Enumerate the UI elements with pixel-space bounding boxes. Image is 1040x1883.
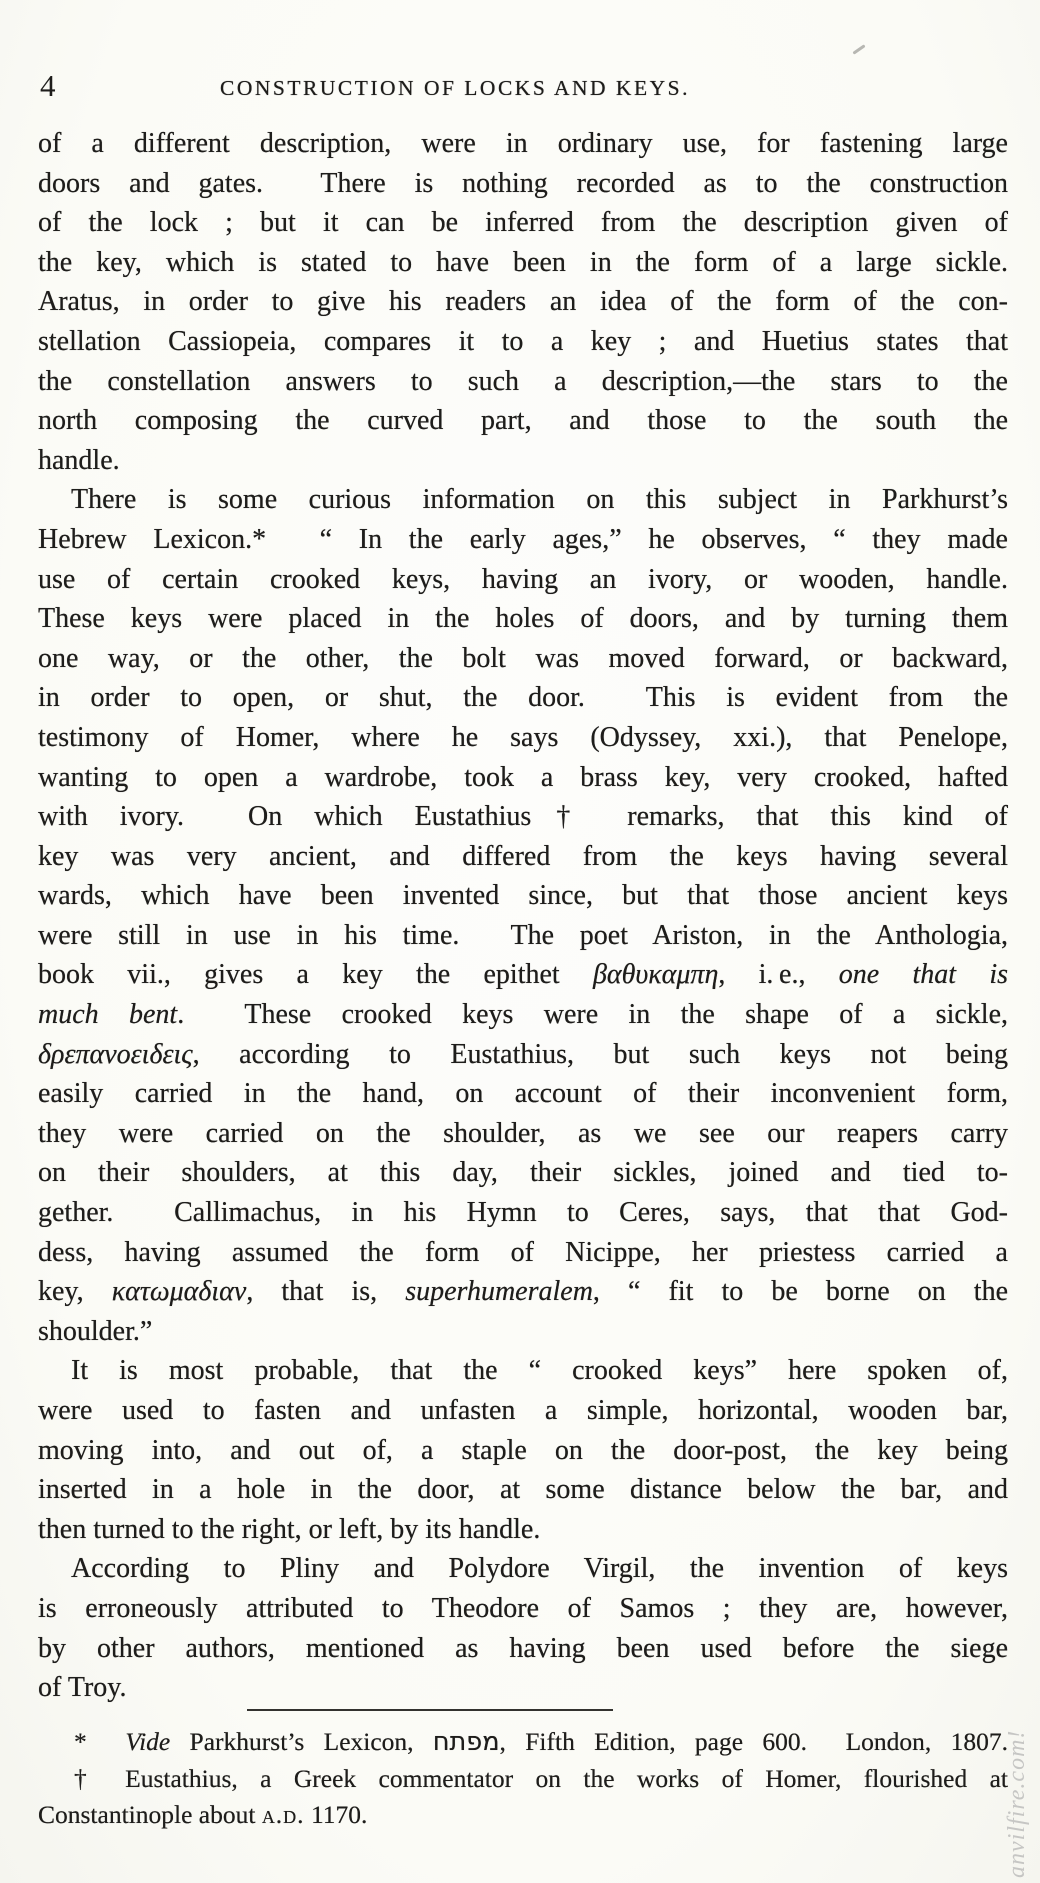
text-line — [38, 362, 1008, 402]
text-run: superhumeralem — [405, 1276, 593, 1308]
text-line — [38, 1470, 1008, 1510]
text-run: a.d. — [261, 1800, 305, 1829]
text-run: δρεπανοειδεις — [38, 1038, 193, 1070]
text-line — [38, 322, 1008, 362]
text-run: gether. Callimachus, in his Hymn to Ceres, says, that that God- — [38, 1197, 1008, 1229]
text-run: Constantinople about — [38, 1800, 262, 1829]
text-line — [38, 1797, 1008, 1834]
footnote-separator — [247, 1709, 613, 1711]
page-number: 4 — [40, 68, 56, 103]
text-run: use of certain crooked keys, having an ivory, or wooden, handle. — [38, 563, 1008, 595]
text-run: were used to fasten and unfasten a simple, horizontal, wooden bar, — [38, 1395, 1008, 1426]
text-run: of Troy. — [38, 1672, 127, 1704]
text-run: then turned to the right, or left, by its handle. — [38, 1513, 541, 1545]
text-run: , i. e., — [718, 959, 839, 991]
body-text — [38, 124, 1008, 1708]
text-line — [38, 1668, 1008, 1708]
text-run: shoulder.” — [38, 1315, 153, 1347]
text-line — [38, 1629, 1008, 1669]
text-run: much bent — [38, 999, 178, 1031]
text-run: stellation Cassiopeia, compares it to a key ; and Huetius states that — [38, 325, 1008, 357]
text-line — [38, 1391, 1008, 1431]
text-line — [38, 1272, 1008, 1312]
text-line — [38, 480, 1008, 520]
text-run: מפתח — [432, 1727, 500, 1757]
text-run: handle. — [38, 444, 120, 476]
text-line — [38, 401, 1008, 441]
text-run: the key, which is stated to have been in the form of a large sickle. — [38, 246, 1008, 278]
text-run: north composing the curved part, and those to the south the — [38, 405, 1008, 437]
text-run: , “ fit to be borne on the — [592, 1276, 1008, 1308]
text-run: dess, having assumed the form of Nicippe, her priestess carried a — [38, 1236, 1008, 1268]
text-line — [38, 243, 1008, 283]
text-run: † Eustathius, a Greek commentator on the works of Homer, flourished at — [74, 1763, 1008, 1793]
footnotes — [38, 1724, 1008, 1834]
text-line — [38, 520, 1008, 560]
text-line — [38, 1431, 1008, 1471]
text-run: These keys were placed in the holes of doors, and by turning them — [38, 603, 1008, 635]
text-line — [38, 1153, 1008, 1193]
text-run: moving into, and out of, a staple on the door-post, the key being — [38, 1434, 1008, 1466]
text-run: , Fifth Edition, page 600. London, 1807. — [499, 1727, 1008, 1756]
text-line — [38, 1074, 1008, 1114]
text-line — [38, 1193, 1008, 1233]
text-line — [38, 797, 1008, 837]
text-run: key was very ancient, and differed from the keys having several — [38, 840, 1008, 872]
text-line — [38, 1233, 1008, 1273]
text-line — [38, 124, 1008, 164]
text-run: Aratus, in order to give his readers an idea of the form of the con- — [38, 286, 1008, 318]
text-run: testimony of Homer, where he says (Odyssey, xxi.), that Penelope, — [38, 721, 1008, 753]
text-line — [38, 876, 1008, 916]
text-run: There is some curious information on this subject in Parkhurst’s — [71, 484, 1008, 516]
text-run: 1170. — [304, 1800, 368, 1829]
text-run: with ivory. On which Eustathius† remarks, that this kind of — [38, 801, 1008, 833]
text-line — [38, 599, 1008, 639]
text-line — [38, 164, 1008, 204]
text-run: of a different description, were in ordinary use, for fastening large — [38, 128, 1008, 159]
text-line — [38, 916, 1008, 956]
text-run: the constellation answers to such a description,—the stars to the — [38, 365, 1008, 397]
text-line — [38, 1114, 1008, 1154]
text-run: wanting to open a wardrobe, took a brass key, very crooked, hafted — [38, 761, 1008, 793]
text-line — [38, 995, 1008, 1035]
text-line — [38, 1724, 1008, 1761]
text-run: one that is — [838, 959, 1009, 991]
text-run: easily carried in the hand, on account of their inconvenient form, — [38, 1078, 1008, 1110]
text-run: , that is, — [246, 1276, 406, 1308]
text-run: , according to Eustathius, but such keys not being — [192, 1038, 1008, 1070]
text-run: It is most probable, that the “ crooked keys” here spoken of, — [71, 1355, 1008, 1387]
text-run: * — [74, 1727, 126, 1756]
text-line — [38, 758, 1008, 798]
text-run: inserted in a hole in the door, at some distance below the bar, and — [38, 1474, 1008, 1506]
text-run: in order to open, or shut, the door. This is evident from the — [38, 682, 1008, 714]
text-run: Parkhurst’s Lexicon, — [170, 1727, 433, 1756]
text-line — [38, 441, 1008, 481]
text-line — [38, 678, 1008, 718]
text-run: book vii., gives a key the epithet — [38, 959, 593, 991]
text-line — [38, 203, 1008, 243]
text-line — [38, 1351, 1008, 1391]
text-run: one way, or the other, the bolt was moved forward, or backward, — [38, 642, 1008, 674]
text-line — [38, 955, 1008, 995]
running-header: CONSTRUCTION OF LOCKS AND KEYS. — [220, 76, 690, 100]
text-run: Vide — [125, 1727, 171, 1756]
watermark: anvilfire.com! — [1004, 1729, 1030, 1878]
text-run: κατωμαδιαν — [111, 1276, 247, 1308]
text-line — [38, 1035, 1008, 1075]
text-run: on their shoulders, at this day, their sickles, joined and tied to- — [38, 1157, 1008, 1189]
text-run: by other authors, mentioned as having been used before the siege — [38, 1632, 1008, 1664]
text-line — [38, 1589, 1008, 1629]
text-run: βαθυκαμπη — [592, 959, 719, 991]
text-run: According to Pliny and Polydore Virgil, the invention of keys — [71, 1553, 1008, 1585]
text-run: Hebrew Lexicon.* “ In the early ages,” he observes, “ they made — [38, 523, 1008, 555]
text-line — [38, 639, 1008, 679]
text-run: is erroneously attributed to Theodore of Samos ; they are, however, — [38, 1592, 1008, 1624]
text-line — [38, 560, 1008, 600]
text-line — [38, 837, 1008, 877]
text-run: . These crooked keys were in the shape of a sickle, — [177, 999, 1008, 1031]
text-run: wards, which have been invented since, but that those ancient keys — [38, 880, 1008, 912]
text-line — [38, 1549, 1008, 1589]
text-line — [38, 282, 1008, 322]
scan-artifact — [852, 44, 865, 54]
text-run: were still in use in his time. The poet Ariston, in the Anthologia, — [38, 919, 1008, 951]
text-line — [38, 1312, 1008, 1352]
text-line — [38, 718, 1008, 758]
text-run: they were carried on the shoulder, as we see our reapers carry — [38, 1117, 1008, 1149]
text-run: key, — [38, 1276, 112, 1308]
text-run: doors and gates. There is nothing recorded as to the construction — [38, 167, 1008, 199]
text-line — [38, 1761, 1008, 1798]
text-run: of the lock ; but it can be inferred from the description given of — [38, 207, 1008, 239]
text-line — [38, 1510, 1008, 1550]
